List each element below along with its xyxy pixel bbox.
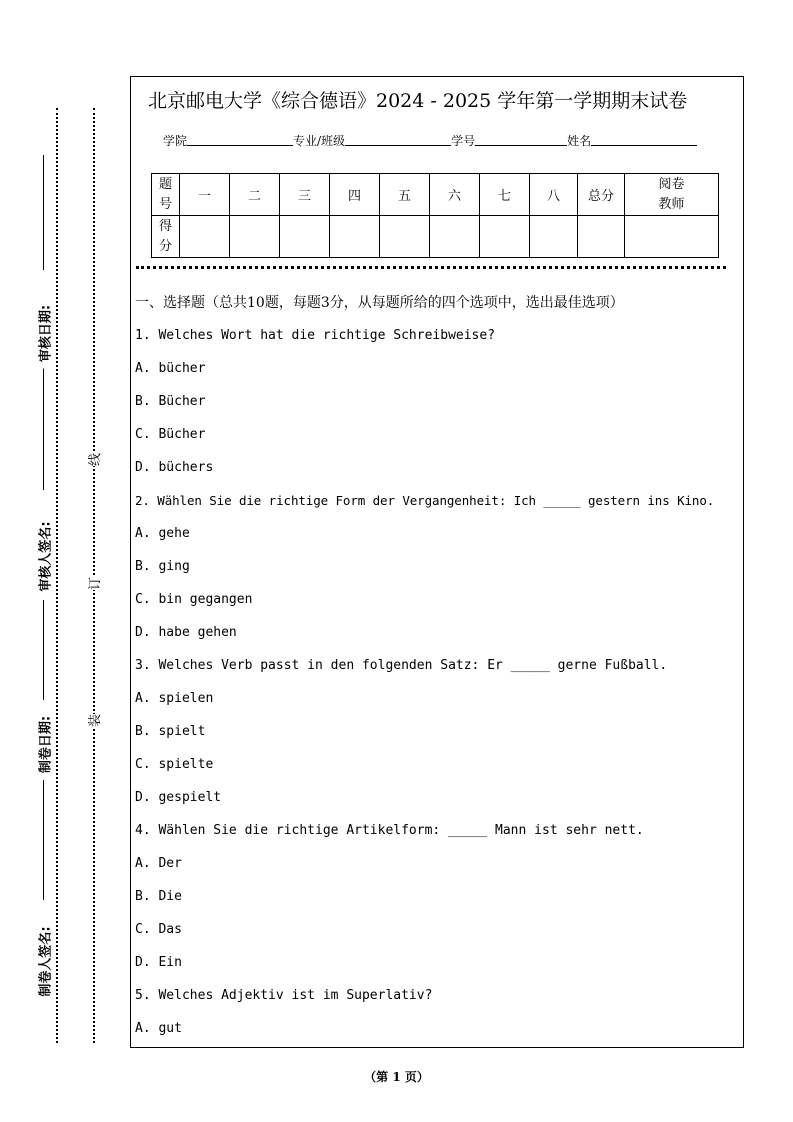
question-4-option-d[interactable]: D. Ein: [135, 955, 182, 970]
page-number: （第 1 页）: [364, 1070, 429, 1084]
question-1-option-d[interactable]: D. büchers: [135, 460, 214, 475]
field-major-class-label: 专业/班级: [293, 134, 346, 148]
question-2: 2. Wählen Sie die richtige Form der Vergangenheit: Ich _____ gestern ins Kino.: [135, 493, 715, 508]
compile-date-line: [43, 600, 44, 700]
score-cell-6[interactable]: [430, 216, 480, 258]
margin-dotted-line-outer: [56, 108, 58, 1043]
score-label: 得 分: [152, 216, 180, 258]
review-date-label: 审核日期:: [33, 299, 56, 369]
question-2-option-a[interactable]: A. gehe: [135, 526, 190, 541]
col-header-grader: 阅卷 教师: [625, 174, 719, 216]
question-4-option-b[interactable]: B. Die: [135, 889, 182, 904]
question-4-option-a[interactable]: A. Der: [135, 856, 182, 871]
question-list: [135, 325, 745, 1051]
margin-dotted-line-inner: [93, 108, 95, 1043]
score-cell-8[interactable]: [530, 216, 578, 258]
section-title: 一、选择题（总共10题，每题3分，从每题所给的四个选项中，选出最佳选项）: [135, 295, 624, 311]
question-2-option-c[interactable]: C. bin gegangen: [135, 592, 253, 607]
question-1-option-b[interactable]: B. Bücher: [135, 394, 206, 409]
score-cell-2[interactable]: [230, 216, 280, 258]
field-major-class-blank[interactable]: [345, 132, 451, 146]
col-header-3: 三: [280, 174, 330, 216]
question-1-option-c[interactable]: C. Bücher: [135, 427, 206, 442]
compiler-signature-line: [43, 780, 44, 900]
question-3-option-a[interactable]: A. spielen: [135, 691, 214, 706]
col-header-6: 六: [430, 174, 480, 216]
question-4-option-c[interactable]: C. Das: [135, 922, 182, 937]
question-number-label: 题 号: [152, 174, 180, 216]
question-2-option-b[interactable]: B. ging: [135, 559, 190, 574]
col-header-4: 四: [330, 174, 380, 216]
compile-date-label: 制卷日期:: [33, 710, 56, 780]
score-table-score-row: [152, 216, 719, 258]
question-1: 1. Welches Wort hat die richtige Schreibweise?: [135, 328, 496, 343]
reviewer-signature-label: 审核人签名:: [33, 514, 56, 600]
field-name-blank[interactable]: [591, 132, 697, 146]
score-cell-7[interactable]: [480, 216, 530, 258]
score-cell-grader[interactable]: [625, 216, 719, 258]
compiler-signature-label: 制卷人签名:: [33, 919, 56, 1005]
score-cell-4[interactable]: [330, 216, 380, 258]
question-5-option-a[interactable]: A. gut: [135, 1021, 182, 1036]
score-cell-5[interactable]: [380, 216, 430, 258]
field-college-label: 学院: [163, 134, 188, 148]
question-2-option-d[interactable]: D. habe gehen: [135, 625, 237, 640]
question-5: 5. Welches Adjektiv ist im Superlativ?: [135, 988, 433, 1003]
col-header-5: 五: [380, 174, 430, 216]
dotted-separator: [136, 266, 726, 269]
field-name-label: 姓名: [567, 134, 592, 148]
col-header-7: 七: [480, 174, 530, 216]
field-student-id-blank[interactable]: [475, 132, 567, 146]
student-info-row: [163, 132, 723, 149]
field-college-blank[interactable]: [187, 132, 293, 146]
score-table: [151, 173, 719, 258]
col-header-total: 总分: [578, 174, 625, 216]
reviewer-signature-line: [43, 360, 44, 490]
question-3-option-d[interactable]: D. gespielt: [135, 790, 222, 805]
binding-char-line: 线: [81, 453, 106, 466]
question-3: 3. Welches Verb passt in den folgenden Satz: Er _____ gerne Fußball.: [135, 658, 668, 673]
col-header-8: 八: [530, 174, 578, 216]
review-date-line: [43, 155, 44, 270]
score-table-header-row: [152, 174, 719, 216]
exam-title: 北京邮电大学《综合德语》2024 - 2025 学年第一学期期末试卷: [148, 90, 688, 112]
binding-char-bind: 装: [81, 714, 106, 727]
score-cell-total[interactable]: [578, 216, 625, 258]
score-cell-1[interactable]: [180, 216, 230, 258]
col-header-1: 一: [180, 174, 230, 216]
score-cell-3[interactable]: [280, 216, 330, 258]
question-1-option-a[interactable]: A. bücher: [135, 361, 206, 376]
field-student-id-label: 学号: [451, 134, 476, 148]
question-3-option-c[interactable]: C. spielte: [135, 757, 214, 772]
question-4: 4. Wählen Sie die richtige Artikelform: _____ Mann ist sehr nett.: [135, 823, 644, 838]
col-header-2: 二: [230, 174, 280, 216]
binding-char-order: 订: [81, 577, 106, 590]
question-3-option-b[interactable]: B. spielt: [135, 724, 206, 739]
